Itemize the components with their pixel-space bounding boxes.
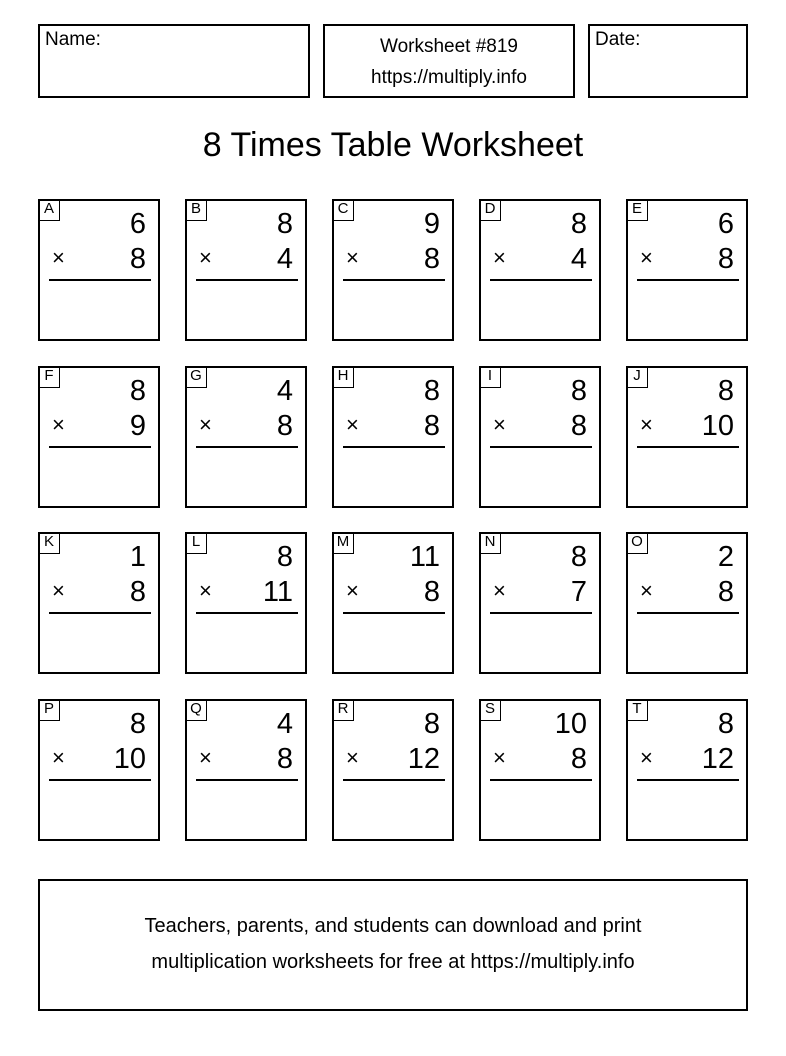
times-sign: × xyxy=(199,412,212,437)
problem-label: R xyxy=(332,699,354,721)
multiplicand: 1 xyxy=(129,541,146,573)
page-title: 8 Times Table Worksheet xyxy=(202,126,584,164)
problem-card xyxy=(38,532,160,674)
multiplicand: 8 xyxy=(423,375,440,407)
multiplicand: 8 xyxy=(717,375,734,407)
answer-line xyxy=(49,446,151,448)
multiplicand: 10 xyxy=(554,708,587,740)
answer-line xyxy=(490,612,592,614)
problem-card xyxy=(332,199,454,341)
name-label: Name: xyxy=(45,29,101,50)
multiplier: 10 xyxy=(113,743,146,775)
multiplicand: 6 xyxy=(717,208,734,240)
multiplicand: 8 xyxy=(570,375,587,407)
problem-label: O xyxy=(626,532,648,554)
multiplier: 8 xyxy=(423,410,440,442)
answer-line xyxy=(343,279,445,281)
answer-line xyxy=(637,446,739,448)
problem-card xyxy=(626,199,748,341)
times-sign: × xyxy=(346,578,359,603)
problem-card xyxy=(332,532,454,674)
problem-label: D xyxy=(479,199,501,221)
problem-card xyxy=(185,532,307,674)
times-sign: × xyxy=(640,745,653,770)
problem-label: E xyxy=(626,199,648,221)
times-sign: × xyxy=(493,245,506,270)
answer-line xyxy=(343,446,445,448)
problem-card xyxy=(479,366,601,508)
footer-box xyxy=(38,879,748,1011)
multiplicand: 8 xyxy=(276,541,293,573)
answer-line xyxy=(49,612,151,614)
answer-line xyxy=(49,779,151,781)
times-sign: × xyxy=(199,578,212,603)
problem-card xyxy=(479,699,601,841)
multiplicand: 8 xyxy=(717,708,734,740)
times-sign: × xyxy=(52,745,65,770)
multiplier: 8 xyxy=(570,743,587,775)
times-sign: × xyxy=(640,578,653,603)
multiplier: 4 xyxy=(276,243,293,275)
date-label: Date: xyxy=(595,29,641,50)
multiplicand: 11 xyxy=(409,541,440,573)
problem-label: L xyxy=(185,532,207,554)
answer-line xyxy=(196,446,298,448)
multiplicand: 8 xyxy=(129,708,146,740)
multiplicand: 8 xyxy=(570,208,587,240)
problem-label: P xyxy=(38,699,60,721)
multiplicand: 6 xyxy=(129,208,146,240)
problem-label: I xyxy=(479,366,501,388)
answer-line xyxy=(49,279,151,281)
answer-line xyxy=(490,779,592,781)
answer-line xyxy=(196,779,298,781)
answer-line xyxy=(490,446,592,448)
problem-label: S xyxy=(479,699,501,721)
problem-card xyxy=(626,699,748,841)
problem-card xyxy=(38,199,160,341)
problem-card xyxy=(332,366,454,508)
problem-label: B xyxy=(185,199,207,221)
problem-label: F xyxy=(38,366,60,388)
multiplicand: 8 xyxy=(129,375,146,407)
multiplicand: 8 xyxy=(570,541,587,573)
times-sign: × xyxy=(199,745,212,770)
multiplicand: 4 xyxy=(276,375,293,407)
problem-label: J xyxy=(626,366,648,388)
problem-label: H xyxy=(332,366,354,388)
worksheet-number: Worksheet #819 xyxy=(379,36,518,57)
multiplicand: 9 xyxy=(423,208,440,240)
problem-card xyxy=(185,366,307,508)
multiplicand: 4 xyxy=(276,708,293,740)
multiplier: 8 xyxy=(129,576,146,608)
problem-card xyxy=(185,199,307,341)
multiplier: 7 xyxy=(570,576,587,608)
website-url: https://multiply.info xyxy=(371,67,527,88)
multiplicand: 2 xyxy=(717,541,734,573)
multiplier: 4 xyxy=(570,243,587,275)
times-sign: × xyxy=(52,578,65,603)
problem-label: T xyxy=(626,699,648,721)
answer-line xyxy=(196,279,298,281)
footer-line-2: multiplication worksheets for free at https://multiply.info xyxy=(151,951,635,973)
problem-label: M xyxy=(332,532,354,554)
date-box xyxy=(588,24,748,98)
multiplier: 10 xyxy=(701,410,734,442)
multiplier: 8 xyxy=(423,243,440,275)
times-sign: × xyxy=(640,245,653,270)
times-sign: × xyxy=(52,245,65,270)
problem-card xyxy=(38,366,160,508)
footer-line-1: Teachers, parents, and students can download and print xyxy=(144,915,642,937)
problem-card xyxy=(479,199,601,341)
answer-line xyxy=(343,612,445,614)
multiplier: 8 xyxy=(276,410,293,442)
times-sign: × xyxy=(493,745,506,770)
multiplier: 8 xyxy=(717,576,734,608)
problem-card xyxy=(626,366,748,508)
multiplicand: 8 xyxy=(423,708,440,740)
problem-card xyxy=(185,699,307,841)
multiplier: 8 xyxy=(717,243,734,275)
times-sign: × xyxy=(52,412,65,437)
answer-line xyxy=(343,779,445,781)
times-sign: × xyxy=(346,245,359,270)
problem-card xyxy=(479,532,601,674)
name-box xyxy=(38,24,310,98)
problem-label: N xyxy=(479,532,501,554)
answer-line xyxy=(196,612,298,614)
multiplier: 9 xyxy=(129,410,146,442)
problem-label: C xyxy=(332,199,354,221)
times-sign: × xyxy=(493,578,506,603)
problem-label: A xyxy=(38,199,60,221)
problem-card xyxy=(626,532,748,674)
answer-line xyxy=(637,779,739,781)
times-sign: × xyxy=(199,245,212,270)
multiplier: 12 xyxy=(701,743,734,775)
problem-card xyxy=(332,699,454,841)
times-sign: × xyxy=(346,412,359,437)
worksheet-info-box xyxy=(323,24,575,98)
multiplier: 8 xyxy=(129,243,146,275)
times-sign: × xyxy=(346,745,359,770)
times-sign: × xyxy=(493,412,506,437)
multiplicand: 8 xyxy=(276,208,293,240)
answer-line xyxy=(637,279,739,281)
multiplier: 8 xyxy=(276,743,293,775)
problem-card xyxy=(38,699,160,841)
times-sign: × xyxy=(640,412,653,437)
problem-label: G xyxy=(185,366,207,388)
multiplier: 8 xyxy=(570,410,587,442)
problem-label: Q xyxy=(185,699,207,721)
multiplier: 11 xyxy=(262,576,293,608)
answer-line xyxy=(637,612,739,614)
multiplier: 12 xyxy=(407,743,440,775)
problem-label: K xyxy=(38,532,60,554)
answer-line xyxy=(490,279,592,281)
multiplier: 8 xyxy=(423,576,440,608)
